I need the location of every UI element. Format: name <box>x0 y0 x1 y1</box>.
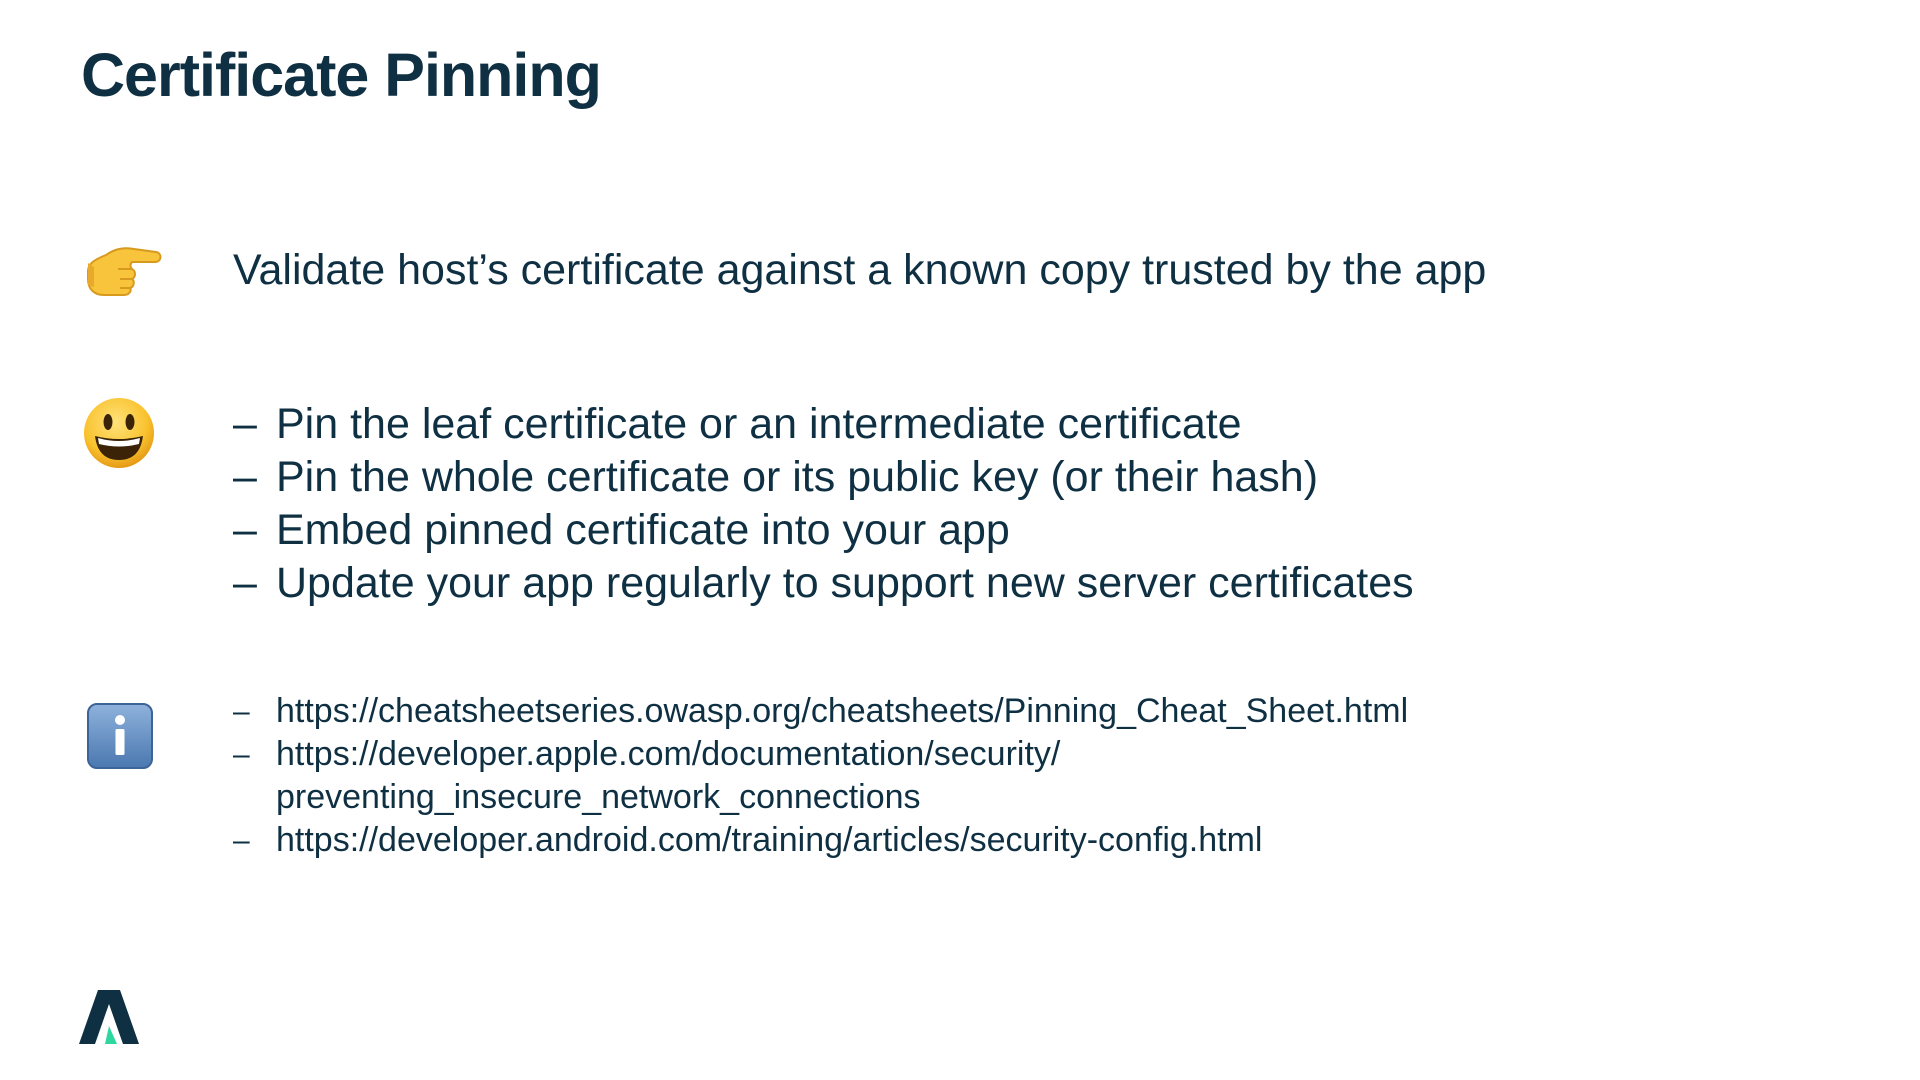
reference-link[interactable]: https://cheatsheetseries.owasp.org/cheatsheets/Pinning_Cheat_Sheet.html <box>276 692 1409 730</box>
list-item <box>233 504 1414 557</box>
reference-link[interactable]: https://developer.apple.com/documentation/security/ <box>276 735 1061 773</box>
list-dash: – <box>233 453 257 501</box>
references-list <box>233 690 1408 862</box>
point-text: Embed pinned certificate into your app <box>276 506 1010 554</box>
list-dash: – <box>233 400 257 448</box>
reference-link[interactable]: https://developer.android.com/training/articles/security-config.html <box>276 821 1263 859</box>
list-dash: – <box>233 695 250 728</box>
list-item <box>233 451 1414 504</box>
list-item <box>233 690 1408 733</box>
list-dash: – <box>233 738 250 771</box>
list-dash: – <box>233 559 257 607</box>
statement-text: Validate host’s certificate against a known copy trusted by the app <box>233 246 1487 294</box>
slide-title: Certificate Pinning <box>81 41 601 109</box>
point-text: Pin the whole certificate or its public key (or their hash) <box>276 453 1319 501</box>
list-item <box>233 557 1414 610</box>
a-logo-icon <box>79 990 139 1044</box>
point-text: Pin the leaf certificate or an intermediate certificate <box>276 400 1242 448</box>
list-item <box>233 733 1408 819</box>
list-dash: – <box>233 506 257 554</box>
key-points-list <box>233 398 1414 610</box>
list-item <box>233 398 1414 451</box>
point-text: Update your app regularly to support new server certificates <box>276 559 1414 607</box>
list-item <box>233 819 1408 862</box>
backhand-index-pointing-right-icon <box>84 241 162 297</box>
reference-link-continuation[interactable]: preventing_insecure_network_connections <box>276 778 921 816</box>
information-icon <box>86 702 154 770</box>
grinning-face-icon <box>82 396 156 470</box>
list-dash: – <box>233 824 250 857</box>
